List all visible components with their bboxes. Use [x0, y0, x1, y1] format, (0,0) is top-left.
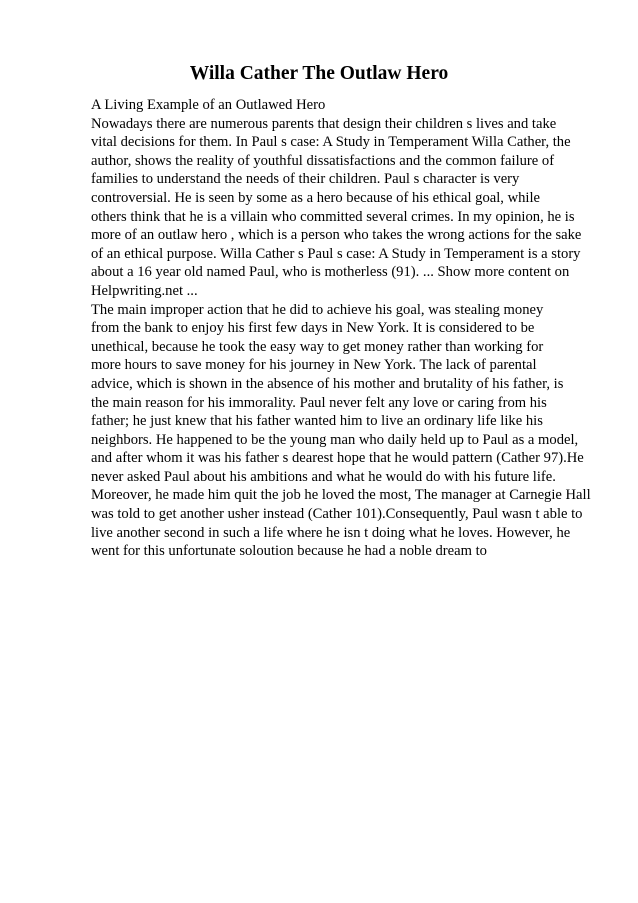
- text-line: unethical, because he took the easy way to get money rather than working for: [91, 338, 544, 355]
- text-line: others think that he is a villain who committed several crimes. In my opinion, he is: [91, 208, 575, 225]
- text-line: about a 16 year old named Paul, who is motherless (91). ... Show more content on: [91, 264, 570, 281]
- text-line: A Living Example of an Outlawed Hero: [91, 97, 326, 113]
- text-line: more of an outlaw hero , which is a person who takes the wrong actions for the sake: [91, 227, 582, 244]
- text-line: father; he just knew that his father wanted him to live an ordinary life like his: [91, 413, 543, 430]
- text-line: from the bank to enjoy his first few days in New York. It is considered to be: [91, 320, 535, 337]
- text-line: of an ethical purpose. Willa Cather s Paul s case: A Study in Temperament is a story: [91, 245, 581, 262]
- text-line: controversial. He is seen by some as a hero because of his ethical goal, while: [91, 189, 541, 206]
- essay-body: [91, 96, 611, 561]
- text-line: Helpwriting.net ...: [91, 282, 198, 299]
- text-line: neighbors. He happened to be the young man who daily held up to Paul as a model,: [91, 431, 579, 448]
- text-line: never asked Paul about his ambitions and what he would do with his future life.: [91, 468, 556, 485]
- text-line: and after whom it was his father s dearest hope that he would pattern (Cather 97).He: [91, 450, 584, 467]
- text-line: was told to get another usher instead (Cather 101).Consequently, Paul wasn t able to: [91, 506, 583, 523]
- text-line: live another second in such a life where he isn t doing what he loves. However, he: [91, 524, 571, 541]
- text-line: went for this unfortunate soloution because he had a noble dream to: [91, 543, 487, 560]
- text-line: author, shows the reality of youthful dissatisfactions and the common failure of: [91, 152, 555, 169]
- text-line: vital decisions for them. In Paul s case: A Study in Temperament Willa Cather, the: [91, 134, 571, 151]
- text-line: Nowadays there are numerous parents that design their children s lives and take: [91, 115, 557, 132]
- page-title: Willa Cather The Outlaw Hero: [189, 63, 449, 84]
- text-line: families to understand the needs of their children. Paul s character is very: [91, 171, 520, 188]
- text-line: The main improper action that he did to achieve his goal, was stealing money: [91, 301, 544, 318]
- text-line: advice, which is shown in the absence of his mother and brutality of his father, is: [91, 375, 564, 392]
- text-line: the main reason for his immorality. Paul never felt any love or caring from his: [91, 394, 547, 411]
- text-line: more hours to save money for his journey in New York. The lack of parental: [91, 357, 537, 374]
- text-line: Moreover, he made him quit the job he loved the most, The manager at Carnegie Hall: [91, 487, 591, 504]
